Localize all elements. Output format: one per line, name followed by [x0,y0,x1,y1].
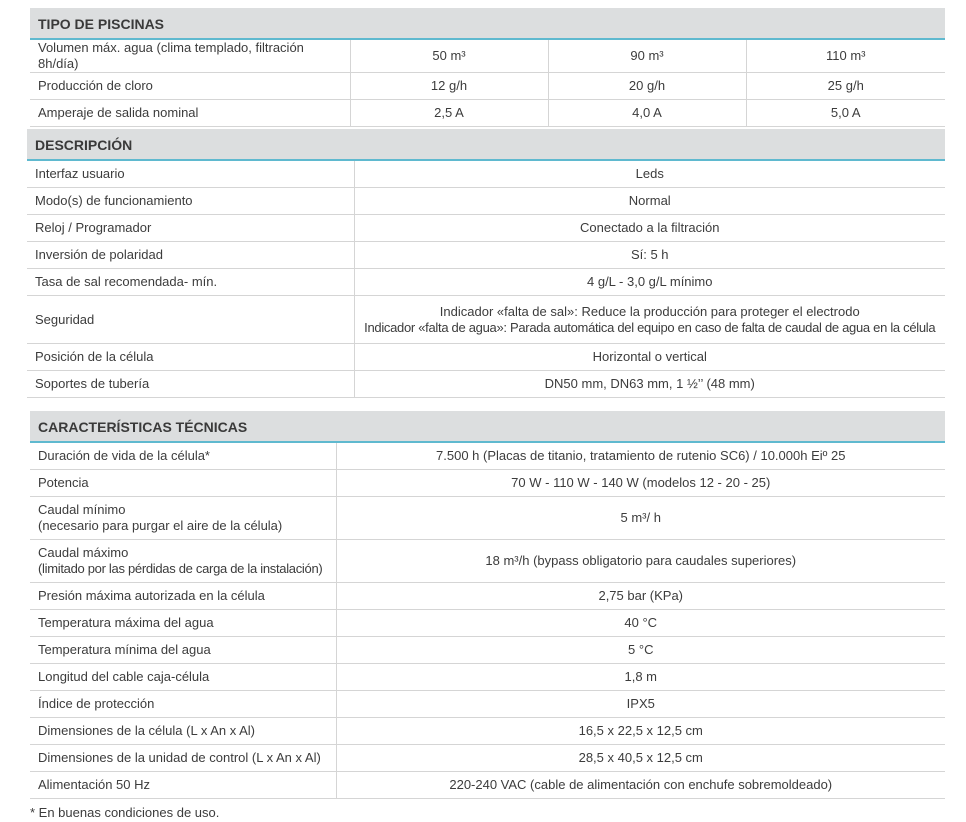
table-row [30,772,945,799]
value-line: Indicador «falta de agua»: Parada automática del equipo en caso de falta de caudal de agua en la célula [364,319,936,335]
row-value: 28,5 x 40,5 x 12,5 cm [336,745,945,772]
row-label: Duración de vida de la célula* [30,443,336,470]
row-value: 5 °C [336,637,945,664]
row-value: 12 g/h [350,73,548,100]
row-label: Volumen máx. agua (clima templado, filtración 8h/día) [30,40,350,73]
row-label: Índice de protección [30,691,336,718]
row-label: Tasa de sal recomendada- mín. [27,269,354,296]
row-value: Leds [354,161,945,188]
table-row [30,497,945,540]
row-label: Potencia [30,470,336,497]
row-label: Interfaz usuario [27,161,354,188]
row-value: 110 m³ [746,40,945,73]
technical-section [30,411,945,799]
label-line: (necesario para purgar el aire de la célula) [38,518,283,533]
row-value: 2,75 bar (KPa) [336,583,945,610]
table-row [27,215,945,242]
row-label [30,540,336,583]
table-row [27,269,945,296]
row-label: Temperatura mínima del agua [30,637,336,664]
row-value: 4 g/L - 3,0 g/L mínimo [354,269,945,296]
technical-header: CARACTERÍSTICAS TÉCNICAS [30,411,945,443]
value-line: Indicador «falta de sal»: Reduce la producción para proteger el electrodo [439,303,860,319]
table-row [30,470,945,497]
row-value: Sí: 5 h [354,242,945,269]
pool-type-header: TIPO DE PISCINAS [30,8,945,40]
row-value: Conectado a la filtración [354,215,945,242]
label-line: Caudal mínimo [38,502,126,517]
row-value: 90 m³ [548,40,746,73]
row-label: Dimensiones de la célula (L x An x Al) [30,718,336,745]
row-value: Normal [354,188,945,215]
row-label: Amperaje de salida nominal [30,100,350,127]
row-value: 20 g/h [548,73,746,100]
row-value: 1,8 m [336,664,945,691]
row-value [354,296,945,344]
table-row [30,745,945,772]
label-line: (limitado por las pérdidas de carga de la instalación) [38,561,323,576]
row-value: 2,5 A [350,100,548,127]
row-value: 220-240 VAC (cable de alimentación con enchufe sobremoldeado) [336,772,945,799]
table-row [30,100,945,127]
description-table [27,161,945,398]
row-label: Posición de la célula [27,344,354,371]
row-value: 7.500 h (Placas de titanio, tratamiento de rutenio SC6) / 10.000h Eiº 25 [336,443,945,470]
row-label: Presión máxima autorizada en la célula [30,583,336,610]
pool-type-table [30,40,945,127]
label-line: Caudal máximo [38,545,129,560]
footnote: * En buenas condiciones de uso. [30,805,220,820]
row-value: 5,0 A [746,100,945,127]
row-label: Dimensiones de la unidad de control (L x An x Al) [30,745,336,772]
row-label: Longitud del cable caja-célula [30,664,336,691]
table-row [30,583,945,610]
table-row [30,443,945,470]
table-row [27,188,945,215]
row-value: 18 m³/h (bypass obligatorio para caudales superiores) [336,540,945,583]
row-label: Inversión de polaridad [27,242,354,269]
table-row [27,161,945,188]
row-label: Alimentación 50 Hz [30,772,336,799]
row-label: Producción de cloro [30,73,350,100]
row-value: 50 m³ [350,40,548,73]
row-value: IPX5 [336,691,945,718]
table-row [30,610,945,637]
row-value: 70 W - 110 W - 140 W (modelos 12 - 20 - 25) [336,470,945,497]
description-section [27,129,945,398]
table-row [30,691,945,718]
table-row [30,540,945,583]
row-label: Modo(s) de funcionamiento [27,188,354,215]
row-value: 5 m³/ h [336,497,945,540]
table-row [27,371,945,398]
row-label: Reloj / Programador [27,215,354,242]
row-value: 40 °C [336,610,945,637]
description-header: DESCRIPCIÓN [27,129,945,161]
row-label: Seguridad [27,296,354,344]
row-value: 25 g/h [746,73,945,100]
pool-type-section [30,8,945,127]
row-value: DN50 mm, DN63 mm, 1 ½’’ (48 mm) [354,371,945,398]
technical-table [30,443,945,799]
table-row [30,664,945,691]
table-row [30,40,945,73]
table-row [27,242,945,269]
row-value: Horizontal o vertical [354,344,945,371]
table-row [30,718,945,745]
table-row [30,73,945,100]
table-row [27,296,945,344]
row-label: Soportes de tubería [27,371,354,398]
table-row [30,637,945,664]
row-value: 16,5 x 22,5 x 12,5 cm [336,718,945,745]
row-label [30,497,336,540]
row-value: 4,0 A [548,100,746,127]
row-label: Temperatura máxima del agua [30,610,336,637]
table-row [27,344,945,371]
